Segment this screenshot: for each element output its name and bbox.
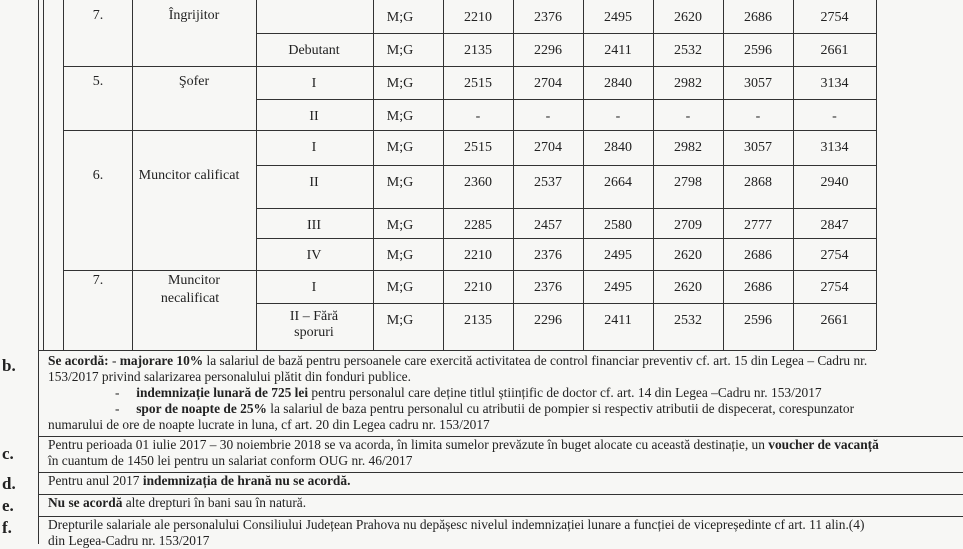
- table-rule: [38, 350, 39, 544]
- salary-cell: 2704: [534, 76, 562, 91]
- salary-cell: 3057: [744, 140, 772, 155]
- row-category: M;G: [386, 218, 414, 233]
- row-grade: Debutant: [288, 43, 340, 58]
- note-b-line-1: Se acordă: - majorare 10% la salariul de bază pentru persoanele care exercită activitatea de control financiar preventiv cf. art. 15 din Legea – Cadru nr.: [48, 353, 868, 368]
- salary-cell: 2515: [464, 76, 492, 91]
- row-number: 6.: [92, 168, 104, 183]
- table-rule: [583, 0, 584, 350]
- salary-cell: 2620: [674, 248, 702, 263]
- note-c-letter: c.: [2, 444, 14, 463]
- salary-cell: 2376: [534, 10, 562, 25]
- salary-cell: 2580: [604, 218, 632, 233]
- salary-cell: 2798: [674, 175, 702, 190]
- table-rule: [256, 303, 876, 304]
- salary-cell: 2360: [464, 175, 492, 190]
- table-rule: [723, 0, 724, 350]
- row-category: M;G: [386, 43, 414, 58]
- note-e-letter: e.: [2, 496, 14, 515]
- salary-cell: 2135: [464, 313, 492, 328]
- table-rule: [38, 350, 63, 351]
- note-c-line-2: în cuantum de 1450 lei pentru un salariat conform OUG nr. 46/2017: [48, 453, 413, 468]
- row-title-cont: necalificat: [160, 291, 220, 306]
- note-d-line-1: Pentru anul 2017 indemnizația de hrană nu se acordă.: [48, 473, 351, 488]
- row-title: Îngrijitor: [168, 8, 220, 23]
- row-title: Muncitor: [167, 273, 221, 288]
- row-grade-cont: sporuri: [294, 325, 334, 340]
- note-e-line-1: Nu se acordă alte drepturi în bani sau în natură.: [48, 495, 307, 510]
- salary-cell: 2210: [464, 10, 492, 25]
- row-category: M;G: [386, 175, 414, 190]
- note-f-line-2: din Legea-Cadru nr. 153/2017: [48, 533, 210, 548]
- salary-cell: 2135: [464, 43, 492, 58]
- row-grade: III: [307, 218, 321, 233]
- salary-cell: 2515: [464, 140, 492, 155]
- salary-cell: 2661: [820, 313, 849, 328]
- table-rule: [793, 0, 794, 350]
- salary-cell: 2868: [744, 175, 772, 190]
- salary-cell: 2296: [534, 313, 562, 328]
- salary-cell: 2296: [534, 43, 562, 58]
- note-f-line-1: Drepturile salariale ale personalului Consiliului Județean Prahova nu depășesc nivelul indemnizației lunare a funcției de vicepreședinte cf art. 11 alin.(4): [48, 517, 865, 532]
- salary-cell: 3134: [820, 76, 849, 91]
- salary-cell: 2982: [674, 76, 702, 91]
- row-grade: II – Fără: [289, 309, 339, 324]
- salary-cell: 2940: [820, 175, 849, 190]
- note-b-line-3: - indemnizație lunară de 725 lei pentru personalul care deține titlul științific de doctor cf. art. 14 din Legea –Cadru nr. 153/2017: [115, 385, 822, 400]
- note-c-line-1: Pentru perioada 01 iulie 2017 – 30 noiembrie 2018 se va acorda, în limita sumelor prevăzute în buget alocate cu această destinație, un voucher de vacanță: [48, 437, 879, 452]
- table-rule: [513, 0, 514, 350]
- table-rule: [43, 0, 44, 350]
- salary-cell: 2532: [674, 43, 702, 58]
- table-rule: [63, 66, 876, 67]
- salary-cell: -: [545, 109, 551, 124]
- row-grade: II: [309, 109, 319, 124]
- row-title: Muncitor calificat: [138, 168, 240, 183]
- salary-cell: 2686: [744, 10, 772, 25]
- row-grade: I: [311, 140, 317, 155]
- salary-cell: 2840: [604, 76, 632, 91]
- salary-cell: 2376: [534, 280, 562, 295]
- salary-cell: 2686: [744, 280, 772, 295]
- salary-cell: 2847: [820, 218, 849, 233]
- table-rule: [63, 0, 64, 350]
- row-category: M;G: [386, 280, 414, 295]
- row-number: 7.: [92, 273, 104, 288]
- table-rule: [63, 130, 876, 131]
- salary-cell: 2709: [674, 218, 702, 233]
- row-number: 5.: [92, 74, 104, 89]
- salary-cell: 2537: [534, 175, 562, 190]
- row-category: M;G: [386, 140, 414, 155]
- row-number: 7.: [92, 8, 104, 23]
- salary-cell: 2495: [604, 280, 632, 295]
- salary-cell: -: [685, 109, 691, 124]
- row-category: M;G: [386, 248, 414, 263]
- table-rule: [256, 208, 876, 209]
- salary-cell: 2457: [534, 218, 562, 233]
- note-b-line-4: - spor de noapte de 25% la salariul de baza pentru personalul cu atributii de pompier si respectiv atributii de dispecerat, corespunzator: [115, 401, 855, 416]
- row-category: M;G: [386, 313, 414, 328]
- table-rule: [256, 165, 876, 166]
- table-rule: [256, 0, 257, 350]
- table-rule: [876, 0, 877, 350]
- salary-cell: 2664: [604, 175, 632, 190]
- salary-cell: 2840: [604, 140, 632, 155]
- salary-cell: 2285: [464, 218, 492, 233]
- note-b-letter: b.: [2, 356, 16, 375]
- row-category: M;G: [386, 109, 414, 124]
- salary-cell: 2495: [604, 10, 632, 25]
- salary-cell: 2754: [820, 10, 849, 25]
- salary-cell: 2210: [464, 280, 492, 295]
- salary-cell: 2411: [604, 313, 632, 328]
- salary-cell: 2532: [674, 313, 702, 328]
- note-f-letter: f.: [2, 518, 12, 537]
- salary-cell: -: [755, 109, 761, 124]
- salary-cell: -: [832, 109, 837, 124]
- note-b-line-5: numarului de ore de noapte lucrate in luna, cf art. 20 din Legea cadru nr. 153/2017: [48, 417, 490, 432]
- salary-cell: 2686: [744, 248, 772, 263]
- salary-cell: 3134: [820, 140, 849, 155]
- salary-cell: -: [475, 109, 481, 124]
- salary-cell: 2376: [534, 248, 562, 263]
- salary-cell: 2495: [604, 248, 632, 263]
- salary-cell: 2411: [604, 43, 632, 58]
- row-grade: I: [311, 76, 317, 91]
- table-rule: [256, 33, 876, 34]
- salary-cell: 2596: [744, 313, 772, 328]
- salary-cell: 2596: [744, 43, 772, 58]
- note-d-letter: d.: [2, 474, 16, 493]
- table-rule: [653, 0, 654, 350]
- salary-cell: 2210: [464, 248, 492, 263]
- salary-cell: 3057: [744, 76, 772, 91]
- row-title: Şofer: [178, 74, 210, 89]
- salary-cell: 2982: [674, 140, 702, 155]
- table-rule: [373, 0, 374, 350]
- row-grade: I: [311, 280, 317, 295]
- table-rule: [256, 99, 876, 100]
- table-rule: [256, 238, 876, 239]
- salary-cell: 2754: [820, 248, 849, 263]
- table-rule: [63, 350, 876, 351]
- table-rule: [132, 0, 133, 350]
- row-grade: IV: [306, 248, 322, 263]
- table-rule: [443, 0, 444, 350]
- salary-cell: 2620: [674, 280, 702, 295]
- row-category: M;G: [386, 10, 414, 25]
- salary-cell: 2620: [674, 10, 702, 25]
- table-rule: [63, 270, 876, 271]
- salary-cell: 2754: [820, 280, 849, 295]
- salary-cell: 2661: [820, 43, 849, 58]
- row-category: M;G: [386, 76, 414, 91]
- row-grade: II: [309, 175, 319, 190]
- salary-cell: 2704: [534, 140, 562, 155]
- salary-cell: -: [615, 109, 621, 124]
- salary-cell: 2777: [744, 218, 772, 233]
- note-b-line-2: 153/2017 privind salarizarea personalului plătit din fonduri publice.: [48, 369, 411, 384]
